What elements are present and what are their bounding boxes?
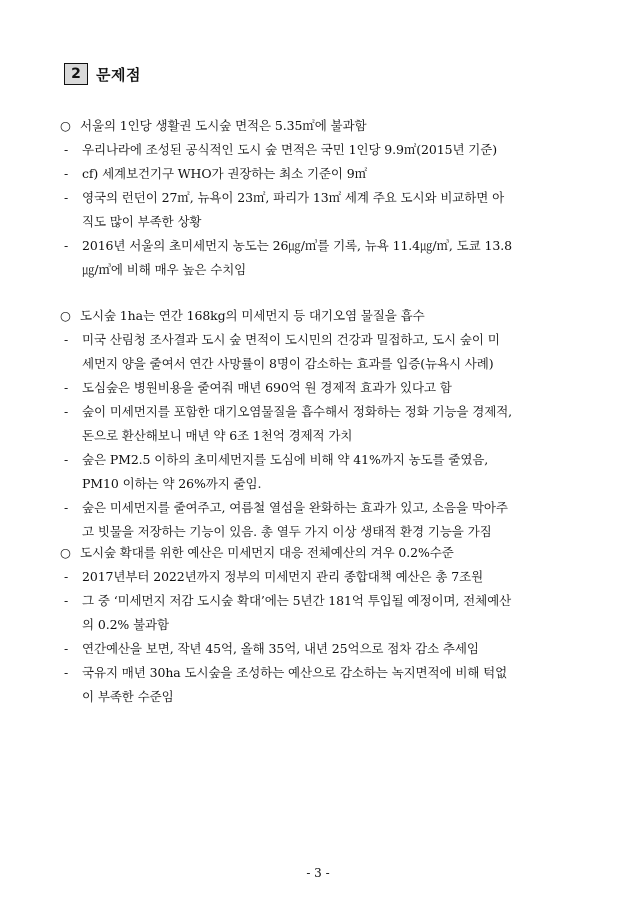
dash-marker: - <box>64 500 69 515</box>
page-number: - 3 - <box>306 866 330 880</box>
dash-marker: - <box>64 380 69 395</box>
continuation-line <box>60 352 580 376</box>
line-text: cf) 세계보건기구 WHO가 권장하는 최소 기준이 9㎡ <box>82 166 367 181</box>
bullet-heading <box>60 541 580 565</box>
continuation-line <box>60 258 580 282</box>
line-text: 영국의 런던이 27㎡, 뉴욕이 23㎡, 파리가 13㎡ 세계 주요 도시와 비교하면 아 <box>82 190 505 205</box>
dash-item <box>60 661 580 685</box>
line-text: 이 부족한 수준임 <box>82 689 174 704</box>
line-text: 숲은 미세먼지를 줄여주고, 여름철 열섬을 완화하는 효과가 있고, 소음을 막아주 <box>82 500 508 515</box>
line-text: 서울의 1인당 생활권 도시숲 면적은 5.35㎡에 불과함 <box>80 118 367 133</box>
line-text: 세먼지 양을 줄여서 연간 사망률이 8명이 감소하는 효과를 입증(뉴욕시 사례) <box>82 356 494 371</box>
line-text: 그 중 ‘미세먼지 저감 도시숲 확대’에는 5년간 181억 투입될 예정이며, 전체예산 <box>82 593 512 608</box>
continuation-line <box>60 685 580 709</box>
line-text: 우리나라에 조성된 공식적인 도시 숲 면적은 국민 1인당 9.9㎡(2015년 기준) <box>82 142 498 157</box>
dash-marker: - <box>64 142 69 157</box>
dash-marker: - <box>64 238 69 253</box>
dash-item <box>60 589 580 613</box>
dash-item <box>60 328 580 352</box>
line-text: 도시숲 1ha는 연간 168kg의 미세먼지 등 대기오염 물질을 흡수 <box>80 308 425 323</box>
dash-marker: - <box>64 641 69 656</box>
section-title: 문제점 <box>96 65 141 84</box>
dash-item <box>60 637 580 661</box>
continuation-line <box>60 210 580 234</box>
continuation-line <box>60 424 580 448</box>
dash-item <box>60 376 580 400</box>
line-text: 연간예산을 보면, 작년 45억, 올해 35억, 내년 25억으로 점차 감소 추세임 <box>82 641 479 656</box>
dash-item <box>60 448 580 472</box>
dash-item <box>60 565 580 589</box>
line-text: 도시숲 확대를 위한 예산은 미세먼지 대응 전체예산의 겨우 0.2%수준 <box>80 545 454 560</box>
line-text: 돈으로 환산해보니 매년 약 6조 1천억 경제적 가치 <box>82 428 353 443</box>
line-text: 직도 많이 부족한 상황 <box>82 214 202 229</box>
dash-marker: - <box>64 452 69 467</box>
bullet-heading <box>60 304 580 328</box>
dash-item <box>60 186 580 210</box>
section-number-box: 2 <box>64 63 88 85</box>
continuation-line <box>60 472 580 496</box>
line-text: PM10 이하는 약 26%까지 줄임. <box>82 476 262 491</box>
line-text: ㎍/㎥에 비해 매우 높은 수치임 <box>82 262 247 277</box>
dash-item <box>60 234 580 258</box>
line-text: 도심숲은 병원비용을 줄여줘 매년 690억 원 경제적 효과가 있다고 함 <box>82 380 452 395</box>
line-text: 국유지 매년 30ha 도시숲을 조성하는 예산으로 감소하는 녹지면적에 비해 턱없 <box>82 665 508 680</box>
circle-bullet-icon: ○ <box>60 545 71 560</box>
line-text: 2016년 서울의 초미세먼지 농도는 26㎍/㎥를 기록, 뉴욕 11.4㎍/㎥, 도쿄 13.8 <box>82 238 512 253</box>
problem-block-2 <box>60 304 580 544</box>
circle-bullet-icon: ○ <box>60 118 71 133</box>
dash-marker: - <box>64 665 69 680</box>
dash-item <box>60 162 580 186</box>
line-text: 의 0.2% 불과함 <box>82 617 170 632</box>
dash-item <box>60 138 580 162</box>
dash-marker: - <box>64 593 69 608</box>
dash-marker: - <box>64 332 69 347</box>
dash-marker: - <box>64 404 69 419</box>
line-text: 숲은 PM2.5 이하의 초미세먼지를 도심에 비해 약 41%까지 농도를 줄였음, <box>82 452 489 467</box>
dash-marker: - <box>64 190 69 205</box>
problem-block-3 <box>60 541 580 709</box>
dash-marker: - <box>64 569 69 584</box>
section-header <box>64 62 141 86</box>
dash-marker: - <box>64 166 69 181</box>
line-text: 고 빗물을 저장하는 기능이 있음. 총 열두 가지 이상 생태적 환경 기능을 가짐 <box>82 524 492 539</box>
continuation-line <box>60 613 580 637</box>
line-text: 미국 산림청 조사결과 도시 숲 면적이 도시민의 건강과 밀접하고, 도시 숲이 미 <box>82 332 500 347</box>
circle-bullet-icon: ○ <box>60 308 71 323</box>
problem-block-1 <box>60 114 580 282</box>
line-text: 숲이 미세먼지를 포함한 대기오염물질을 흡수해서 정화하는 정화 기능을 경제적, <box>82 404 513 419</box>
dash-item <box>60 496 580 520</box>
line-text: 2017년부터 2022년까지 정부의 미세먼지 관리 종합대책 예산은 총 7조원 <box>82 569 484 584</box>
dash-item <box>60 400 580 424</box>
bullet-heading <box>60 114 580 138</box>
